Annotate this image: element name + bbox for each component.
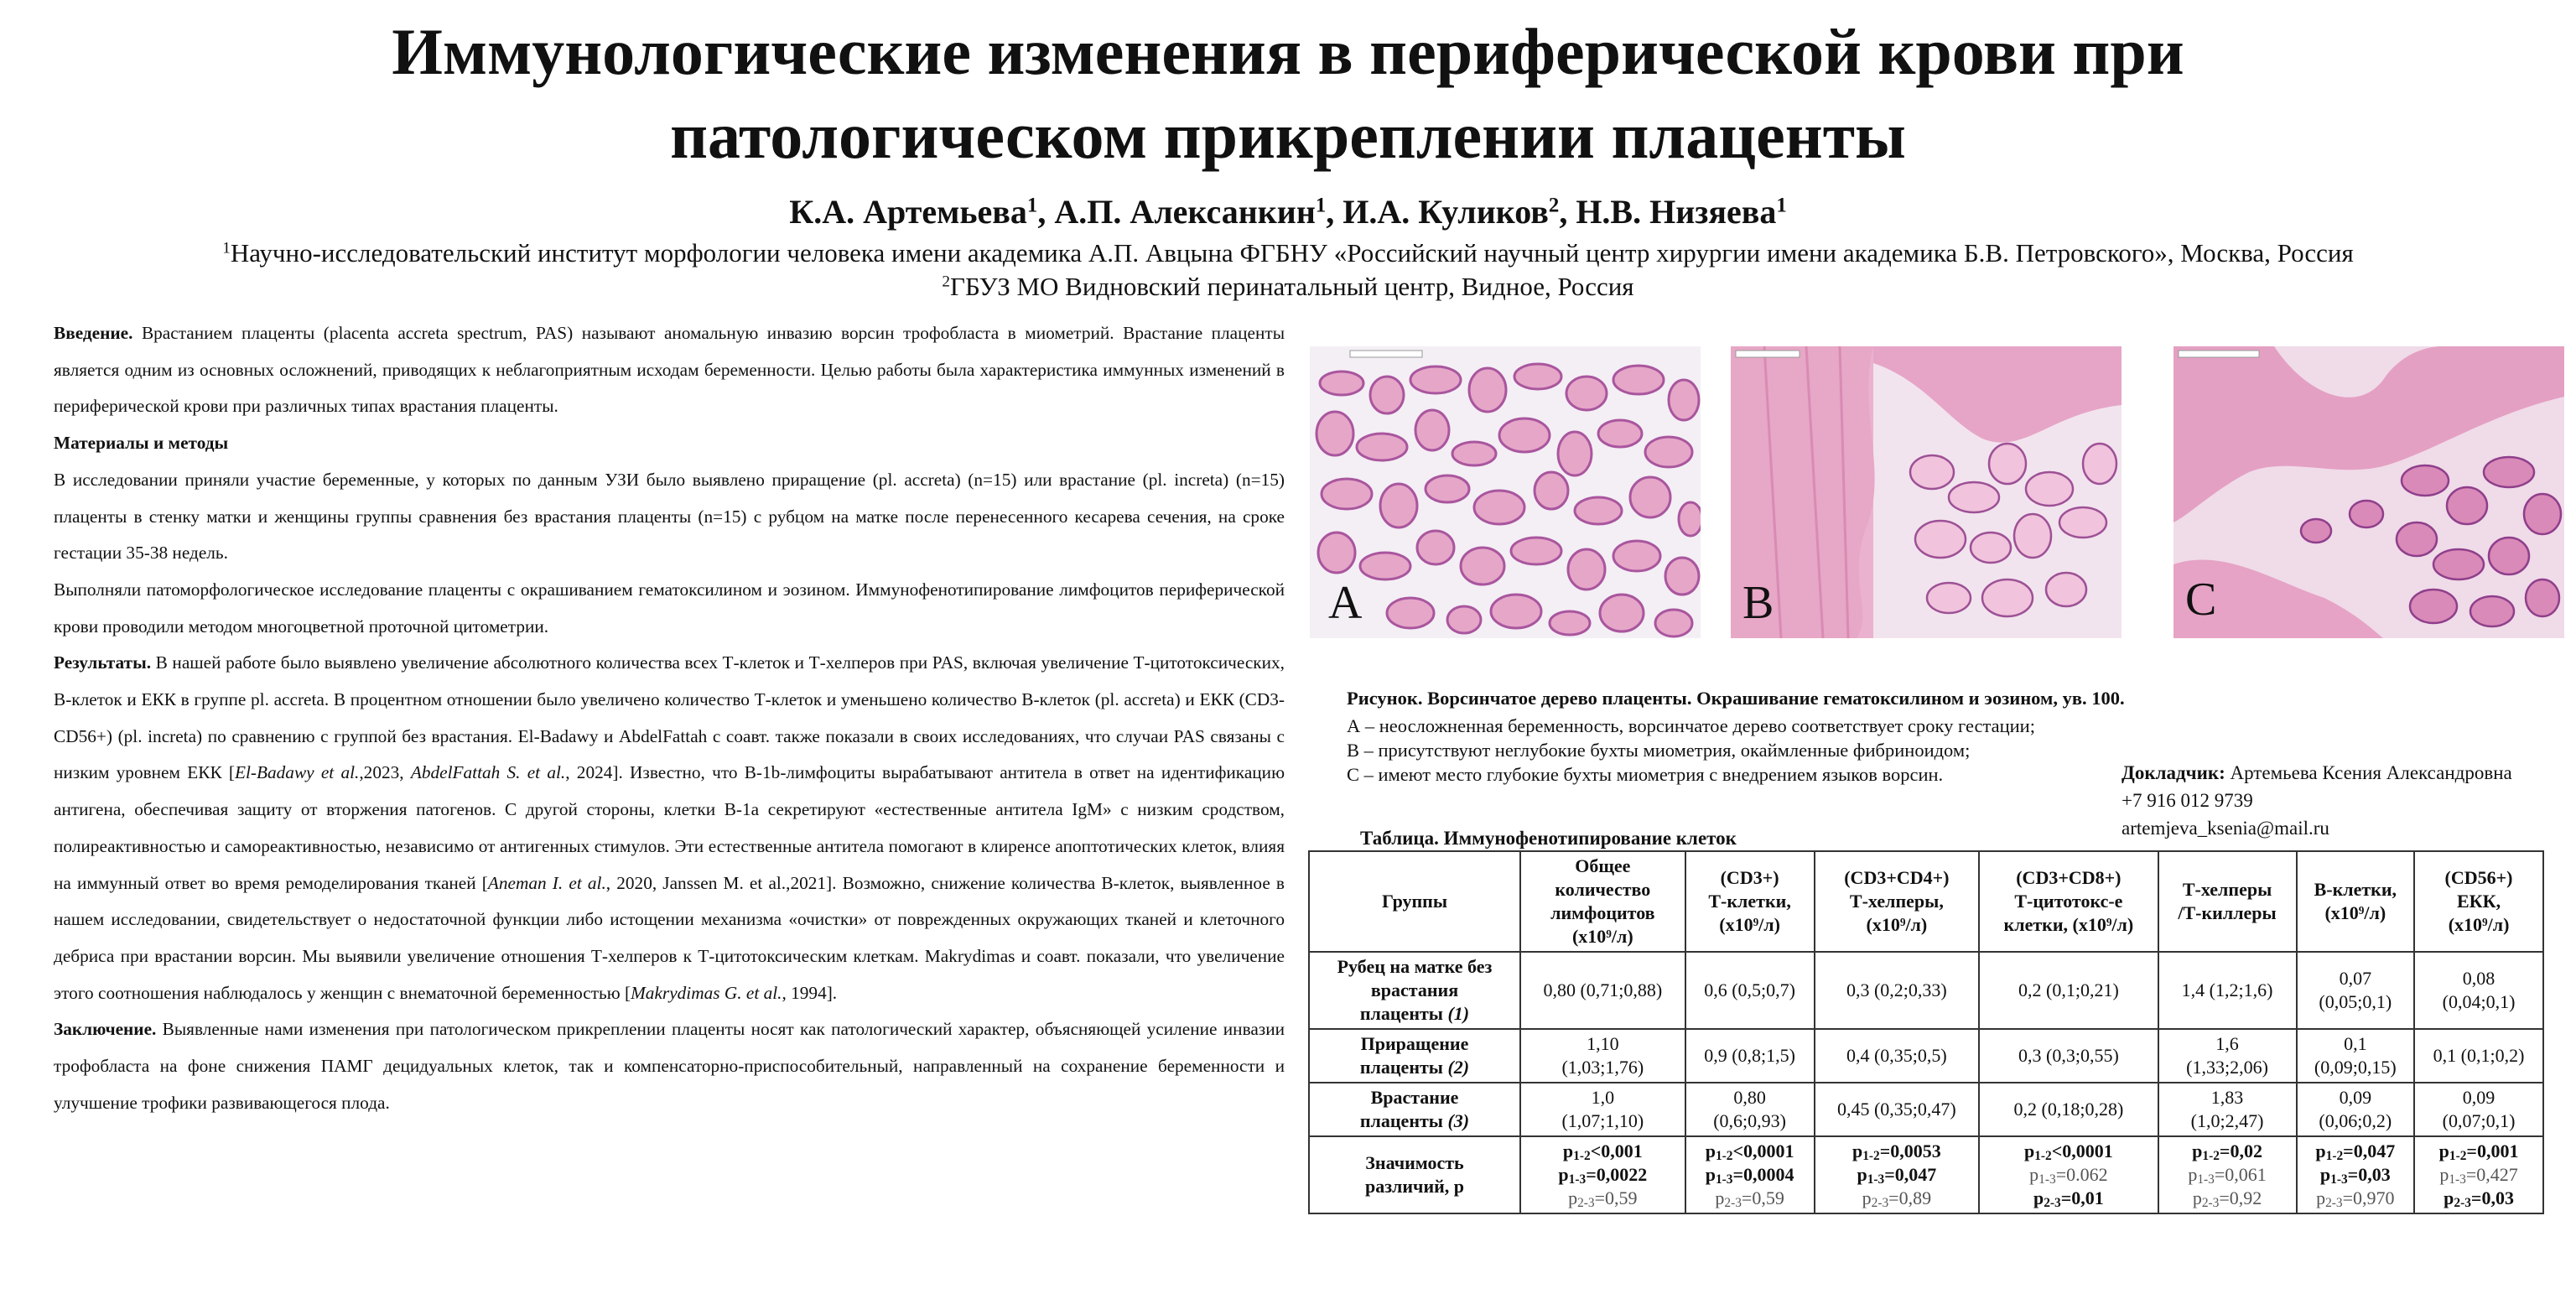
table-title: Таблица. Иммунофенотипирование клеток [1360,828,1737,849]
author-1: К.А. Артемьева$^1$, [789,193,1055,231]
cell-th-tk-ratio: 1,83 (1,0;2,47) [2158,1083,2297,1136]
author-2: А.П. Алексанкин$^1$, [1054,193,1343,231]
pvalue-t-helpers: $p_{1-2}=0,0053$ $p_{1-3}=0,047$ $p_{2-3}=0,89$ [1815,1136,1980,1213]
micrograph-c [2174,346,2564,638]
pvalue-nk-cells: $p_{1-2}=0,001$ $p_{1-3}=0,427$ $p_{2-3}=0,03$ [2414,1136,2543,1213]
poster-title [0,10,2576,178]
pvalue-t-cells: $p_{1-2}<0,0001$ $p_{1-3}=0,0004$ $p_{2-3}=0,59$ [1685,1136,1815,1213]
cell-total-lymphocytes: 0,80 (0,71;0,88) [1520,952,1685,1029]
title-line-2: патологическом прикреплении плаценты [670,99,1906,172]
header-t-cells: (CD3+) Т-клетки, (х10⁹/л) [1685,851,1815,952]
reporter-contact [2122,759,2574,842]
author-4: Н.В. Низяева$^1$ [1576,193,1787,231]
cell-t-helpers: 0,3 (0,2;0,33) [1815,952,1980,1029]
immunophenotyping-table [1308,850,2544,1214]
affiliation-2: $^2$ГБУЗ МО Видновский перинатальный центр, Видное, Россия [942,272,1634,301]
reference-aneman: Aneman I. et al. [487,872,606,893]
micrograph-a-letter: A [1328,577,1363,629]
table-row [1309,1029,2543,1083]
reporter-email: artemjeva_ksenia@mail.ru [2122,818,2329,839]
pvalue-t-cytotoxic: $p_{1-2}<0,0001$ $p_{1-3}=0.062$ $p_{2-3}=0,01$ [1979,1136,2158,1213]
header-nk-cells: (CD56+) ЕКК, (х10⁹/л) [2414,851,2543,952]
micrograph-b-letter: B [1742,577,1774,629]
cell-b-cells: 0,07 (0,05;0,1) [2297,952,2415,1029]
title-line-1: Иммунологические изменения в периферической крови при [392,15,2184,88]
results-label: Результаты. [54,652,152,673]
reporter-label: Докладчик: [2122,762,2225,783]
cell-nk-cells: 0,08 (0,04;0,1) [2414,952,2543,1029]
header-total-lymphocytes: Общее количество лимфоцитов (х10⁹/л) [1520,851,1685,952]
authors-line [0,191,2576,233]
cell-t-cells: 0,6 (0,5;0,7) [1685,952,1815,1029]
pvalue-th-tk-ratio: $p_{1-2}=0,02$ $p_{1-3}=0,061$ $p_{2-3}=0,92$ [2158,1136,2297,1213]
introduction-paragraph: Введение. Врастанием плаценты (placenta accreta spectrum, PAS) называют аномальную инвазию ворсин трофобласта в миометрий. Врастание плаценты является одним из основных осложнений, приводящих к неблагоприятным исходам беременности. Целью работы была характеристика иммунных изменений в периферической крови при различных типах врастания плаценты. [54,323,1285,417]
figure-caption-c: С – имеют место глубокие бухты миометрия с внедрением языков ворсин. [1347,764,1944,785]
group-accreta: Приращение плаценты (2) [1309,1029,1520,1083]
header-t-helpers: (CD3+CD4+) Т-хелперы, (х10⁹/л) [1815,851,1980,952]
cell-nk-cells: 0,09 (0,07;0,1) [2414,1083,2543,1136]
pvalue-total-lymphocytes: $p_{1-2}<0,001$ $p_{1-3}=0,0022$ $p_{2-3}=0,59$ [1520,1136,1685,1213]
cell-t-helpers: 0,45 (0,35;0,47) [1815,1083,1980,1136]
reporter-name: Артемьева Ксения Александровна [2230,762,2512,783]
header-groups: Группы [1309,851,1520,952]
cell-b-cells: 0,09 (0,06;0,2) [2297,1083,2415,1136]
cell-t-cells: 0,9 (0,8;1,5) [1685,1029,1815,1083]
author-3: И.А. Куликов$^2$, [1343,193,1576,231]
header-th-tk-ratio: Т-хелперы /Т-киллеры [2158,851,2297,952]
reference-makrydimas: Makrydimas G. et al. [631,982,782,1003]
figure-caption-a: А – неосложненная беременность, ворсинчатое дерево соответствует сроку гестации; [1347,715,2035,736]
introduction-label: Введение. [54,323,133,343]
cell-t-cytotoxic: 0,2 (0,18;0,28) [1979,1083,2158,1136]
reporter-phone: +7 916 012 9739 [2122,790,2253,811]
affiliation-1: $^1$Научно-исследовательский институт морфологии человека имени академика А.П. Авцына ФГБНУ «Российский научный центр хирургии имени академика Б.В. Петровского», Москва, Россия [222,238,2354,268]
conclusion-paragraph: Заключение. Выявленные нами изменения при патологическом прикреплении плаценты носят как патологический характер, объясняющей усиление инвазии трофобласта на фоне снижения ПАМГ децидуальных клеток, так и компенсаторно-приспособительный, направленный на сохранение беременности и улучшение трофики развивающегося плода. [54,1019,1285,1113]
reference-abdelfattah: AbdelFattah S. et al. [410,762,566,783]
group-scar-no-accreta: Рубец на матке без врастания плаценты (1) [1309,952,1520,1029]
methods-paragraph-1: В исследовании приняли участие беременные, у которых по данным УЗИ было выявлено приращение (pl. accreta) (n=15) или врастание (pl. increta) (n=15) плаценты в стенку матки и женщины группы сравнения без врастания плаценты (n=15) с рубцом на матке после перенесенного кесарева сечения, на сроке гестации 35-38 недель. [54,469,1285,564]
micrograph-b [1731,346,2122,638]
micrograph-a [1310,346,1701,638]
header-t-cytotoxic: (CD3+CD8+) Т-цитотокс-е клетки, (х10⁹/л) [1979,851,2158,952]
group-increta: Врастание плаценты (3) [1309,1083,1520,1136]
cell-b-cells: 0,1 (0,09;0,15) [2297,1029,2415,1083]
header-b-cells: В-клетки, (х10⁹/л) [2297,851,2415,952]
figure-caption-title: Рисунок. Ворсинчатое дерево плаценты. Окрашивание гематоксилином и эозином, ув. 100. [1347,688,2125,709]
cell-t-cytotoxic: 0,3 (0,3;0,55) [1979,1029,2158,1083]
cell-total-lymphocytes: 1,10 (1,03;1,76) [1520,1029,1685,1083]
micrograph-c-letter: C [2185,574,2217,626]
figure-caption-b: В – присутствуют неглубокие бухты миометрия, окаймленные фибриноидом; [1347,740,1971,761]
conclusion-label: Заключение. [54,1019,157,1040]
cell-t-cytotoxic: 0,2 (0,1;0,21) [1979,952,2158,1029]
table-row [1309,952,2543,1029]
methods-paragraph-2: Выполняли патоморфологическое исследование плаценты с окрашиванием гематоксилином и эозином. Иммунофенотипирование лимфоцитов периферической крови проводили методом многоцветной проточной цитометрии. [54,579,1285,637]
cell-th-tk-ratio: 1,6 (1,33;2,06) [2158,1029,2297,1083]
cell-total-lymphocytes: 1,0 (1,07;1,10) [1520,1083,1685,1136]
table-header-row [1309,851,2543,952]
significance-row [1309,1136,2543,1213]
reference-el-badawy: El-Badawy et al. [234,762,360,783]
cell-t-cells: 0,80 (0,6;0,93) [1685,1083,1815,1136]
cell-nk-cells: 0,1 (0,1;0,2) [2414,1029,2543,1083]
results-paragraph: Результаты. В нашей работе было выявлено увеличение абсолютного количества всех Т-клеток и Т-хелперов при PAS, включая увеличение Т-цитотоксических, В-клеток и ЕКК в группе pl. accreta. В процентном отношении было увеличено количество Т-клеток и уменьшено количество В-клеток (pl. accreta) и ЕКК (CD3-CD56+) (pl. increta) по сравнению с группой без врастания. El-Badawy и AbdelFattah с соавт. также показали в своих исследованиях, что случаи PAS связаны с низким уровнем ЕКК [El-Badawy et al.,2023, AbdelFattah S. et al., 2024]. Известно, что В-1b-лимфоциты вырабатывают антитела в ответ на идентификацию антигена, обеспечивая защиту от вторжения патогенов. С другой стороны, клетки В-1а секретируют «естественные антитела IgM» с низким сродством, полиреактивностью и самореактивностью, независимо от антигенных стимулов. Эти естественные антитела помогают в клиренсе апоптотических клеток, влияя на иммунный ответ во время ремоделирования тканей [Aneman I. et al., 2020, Janssen M. et al.,2021]. Возможно, снижение количества В-клеток, выявленное в нашем исследовании, свидетельствует о недостаточной функции либо истощении механизма «очистки» от поврежденных окружающих тканей и клеточного дебриса при врастании ворсин. Мы выявили увеличение отношения Т-хелперов к Т-цитотоксическим клеткам. Makrydimas и соавт. показали, что увеличение этого соотношения наблюдалось у женщин с внематочной беременностью [Makrydimas G. et al., 1994]. [54,652,1285,1003]
cell-t-helpers: 0,4 (0,35;0,5) [1815,1029,1980,1083]
pvalue-b-cells: $p_{1-2}=0,047$ $p_{1-3}=0,03$ $p_{2-3}=0,970$ [2297,1136,2415,1213]
main-text-column [54,315,1285,1121]
table-row [1309,1083,2543,1136]
cell-th-tk-ratio: 1,4 (1,2;1,6) [2158,952,2297,1029]
methods-heading: Материалы и методы [54,433,229,454]
significance-label: Значимость различий, р [1309,1136,1520,1213]
